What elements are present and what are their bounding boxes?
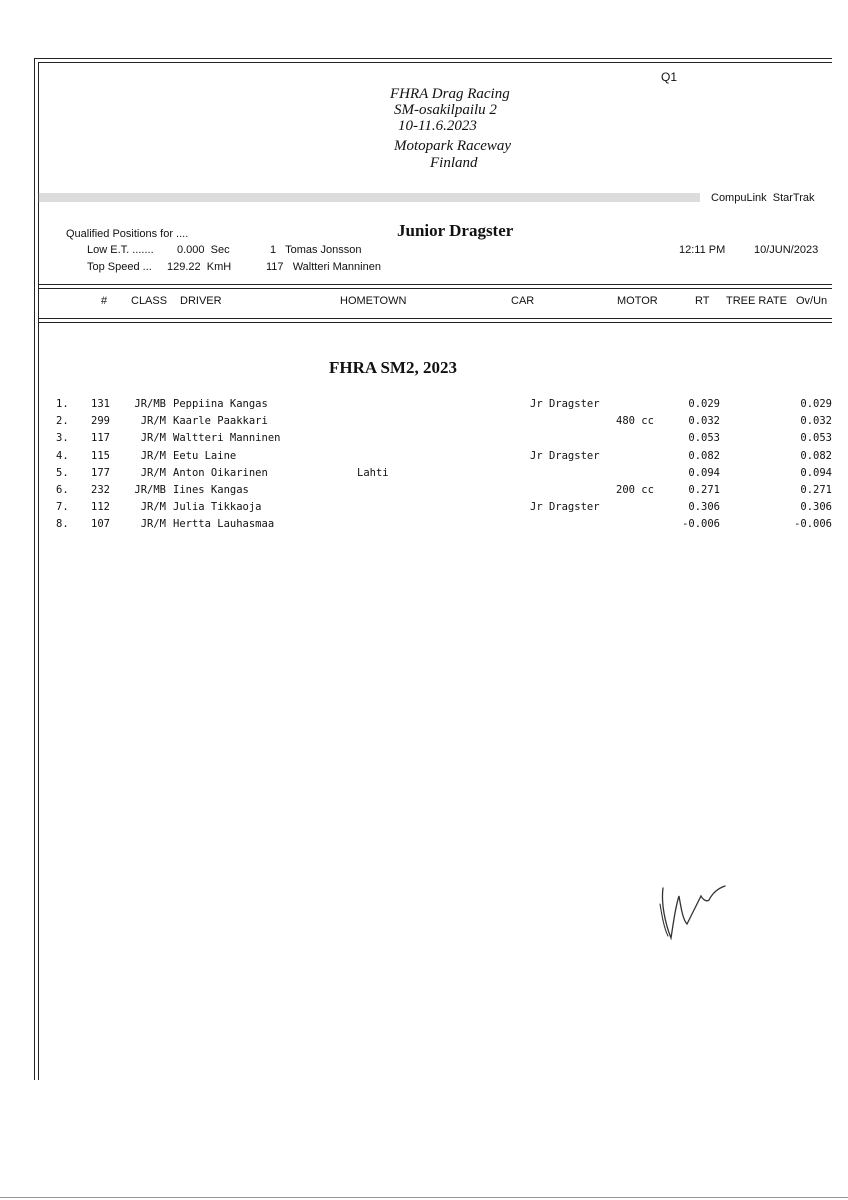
row-class: JR/MB	[134, 484, 166, 496]
row-ov-un: 0.053	[800, 432, 832, 445]
top-border-inner	[38, 62, 832, 63]
row-car: Jr Dragster	[530, 501, 600, 514]
row-driver: Anton Oikarinen	[173, 466, 268, 479]
row-number: 107	[91, 518, 110, 531]
row-driver: Hertta Lauhasmaa	[173, 518, 275, 531]
row-class: JR/M	[140, 415, 166, 428]
row-number: 117	[91, 432, 110, 445]
row-rt: 0.271	[688, 484, 720, 496]
row-driver: Waltteri Manninen	[173, 432, 281, 445]
table-row	[0, 518, 848, 535]
top-speed-value: 129.22 KmH	[167, 261, 232, 273]
col-num: #	[101, 295, 108, 307]
row-number: 131	[91, 398, 110, 410]
row-ov-un: 0.082	[800, 449, 832, 462]
row-position: 6.	[56, 484, 69, 496]
row-ov-un: 0.271	[800, 484, 832, 496]
row-ov-un: 0.029	[800, 398, 832, 410]
row-number: 115	[91, 449, 110, 462]
row-ov-un: 0.032	[800, 415, 832, 428]
qualified-label: Qualified Positions for ....	[66, 228, 189, 240]
rule-3	[38, 318, 832, 319]
event-dates: 10-11.6.2023	[398, 118, 477, 134]
row-motor: 480 cc	[616, 415, 654, 428]
row-class: JR/M	[140, 432, 166, 445]
row-position: 2.	[56, 415, 69, 428]
row-ov-un: -0.006	[794, 518, 832, 531]
row-rt: 0.094	[688, 466, 720, 479]
row-position: 4.	[56, 449, 69, 462]
event-subtitle: SM-osakilpailu 2	[394, 102, 497, 118]
top-border	[34, 58, 832, 59]
section-title: FHRA SM2, 2023	[329, 358, 457, 377]
row-driver: Eetu Laine	[173, 449, 237, 462]
row-motor: 200 cc	[616, 484, 654, 496]
row-class: JR/M	[140, 501, 166, 514]
row-ov-un: 0.094	[800, 466, 832, 479]
col-tree-rate: TREE RATE	[726, 295, 787, 307]
row-number: 177	[91, 466, 110, 479]
report-time: 12:11 PM	[679, 244, 726, 256]
col-ov-un: Ov/Un	[796, 295, 828, 307]
col-rt: RT	[695, 295, 710, 307]
class-title: Junior Dragster	[397, 221, 514, 240]
rule-4	[38, 322, 832, 323]
left-border	[34, 58, 35, 1080]
event-title: FHRA Drag Racing	[390, 86, 510, 102]
row-rt: 0.082	[688, 449, 720, 462]
row-position: 3.	[56, 432, 69, 445]
event-country: Finland	[430, 155, 478, 171]
bottom-border	[0, 1197, 848, 1198]
table-row	[0, 501, 848, 518]
top-speed-label: Top Speed ...	[87, 261, 152, 273]
table-row	[0, 450, 848, 467]
col-hometown: HOMETOWN	[340, 295, 407, 307]
col-class: CLASS	[131, 295, 168, 307]
software-label: CompuLink StarTrak	[711, 192, 815, 204]
row-driver: Kaarle Paakkari	[173, 415, 268, 428]
low-et-label: Low E.T. .......	[87, 244, 154, 256]
row-position: 8.	[56, 518, 69, 531]
row-rt: 0.306	[688, 501, 720, 514]
left-border-inner	[38, 62, 39, 1080]
row-class: JR/MB	[134, 398, 166, 410]
col-car: CAR	[511, 295, 535, 307]
table-row	[0, 484, 848, 501]
rule-2	[38, 288, 832, 289]
row-car: Jr Dragster	[530, 449, 600, 462]
row-driver: Peppiina Kangas	[173, 398, 268, 410]
table-row	[0, 415, 848, 432]
row-rt: -0.006	[682, 518, 720, 531]
row-number: 112	[91, 501, 110, 514]
row-rt: 0.032	[688, 415, 720, 428]
row-class: JR/M	[140, 518, 166, 531]
table-row	[0, 432, 848, 449]
low-et-holder: 1 Tomas Jonsson	[270, 244, 362, 256]
page-label: Q1	[661, 70, 678, 84]
row-position: 1.	[56, 398, 69, 410]
table-row	[0, 398, 848, 415]
row-ov-un: 0.306	[800, 501, 832, 514]
row-rt: 0.029	[688, 398, 720, 410]
col-motor: MOTOR	[617, 295, 658, 307]
row-number: 299	[91, 415, 110, 428]
row-position: 7.	[56, 501, 69, 514]
top-speed-holder: 117 Waltteri Manninen	[266, 261, 381, 273]
row-car: Jr Dragster	[530, 398, 600, 410]
row-number: 232	[91, 484, 110, 496]
low-et-value: 0.000 Sec	[177, 244, 230, 256]
event-venue: Motopark Raceway	[394, 138, 512, 154]
table-row	[0, 467, 848, 484]
report-date: 10/JUN/2023	[754, 244, 819, 256]
row-class: JR/M	[140, 466, 166, 479]
row-position: 5.	[56, 466, 69, 479]
col-driver: DRIVER	[180, 295, 222, 307]
row-driver: Julia Tikkaoja	[173, 501, 262, 514]
row-driver: Iines Kangas	[173, 484, 249, 496]
header-divider	[38, 193, 700, 202]
rule-1	[38, 284, 832, 285]
row-hometown: Lahti	[357, 466, 389, 479]
signature	[655, 878, 735, 948]
row-rt: 0.053	[688, 432, 720, 445]
row-class: JR/M	[140, 449, 166, 462]
